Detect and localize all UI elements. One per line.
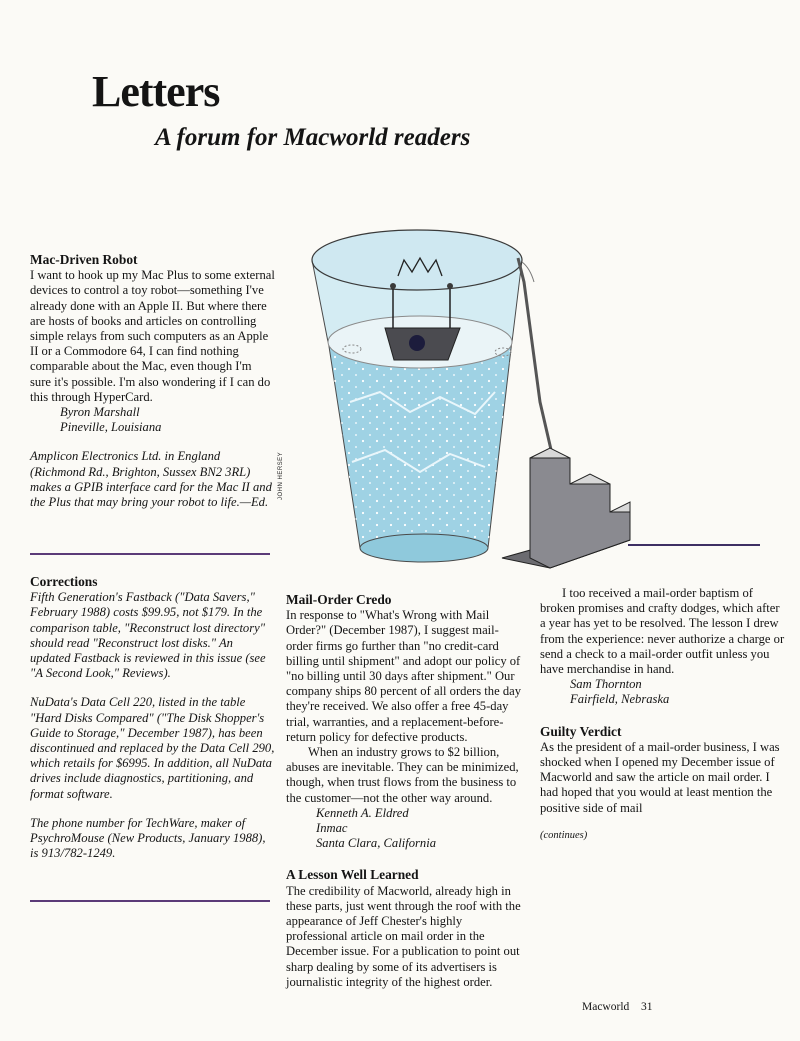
letter-author: Byron Marshall [60,405,140,420]
robot-water-glass-illustration [290,222,770,582]
letter-paragraph: The credibility of Macworld, already high in these parts, just went through the roof with the appearance of Jeff Chester's highly professional article on mail order in the December issue. For a publication to point out sharp dealing by some of its advertisers is journalistic integrity of the highest order. [286,883,521,989]
letter-location: Pineville, Louisiana [60,420,162,435]
letter-location: Fairfield, Nebraska [570,692,670,707]
page-title: Letters [92,67,220,116]
letter-body: I want to hook up my Mac Plus to some external devices to control a toy robot—something I've already done with an Apple II. But where there are hosts of books and articles on controlling simple relays from such computers as an Apple II or a Commodore 64, I can find nothing comparable about the Mac, even though I'm sure it's possible. I'm also wondering if I can do this through HyperCard. [30,268,275,404]
letter-paragraph: In response to "What's Wrong with Mail Order?" (December 1987), I suggest mail-order firms go further than "no credit-card billing until shipment" and adopt our policy of "no billing until 30 days after shipment." Our company ships 80 percent of all orders the day they're received. We also offer a free 45-day trial, warranties, and a replacement-before-return policy for defective products. [286,608,522,744]
letter-heading: Mail-Order Credo [286,592,392,607]
corrections-section [30,574,275,861]
letter-author: Sam Thornton [570,677,642,692]
letter-mail-order-credo [286,592,524,989]
letter-paragraph: I too received a mail-order baptism of broken promises and crafty dodges, which after a year has yet to be resolved. The lesson I drew from the experience: never authorize a charge or send a check to a mail-order outfit unless you have merchandise in hand. [540,586,785,677]
continues-note: (continues) [540,829,588,841]
footer-magazine-name: Macworld [582,1001,630,1013]
editor-note: Amplicon Electronics Ltd. in England (Richmond Rd., Brighton, Sussex BN2 3RL) makes a GPIB interface card for the Mac II and the Plus that may bring your robot to life.—Ed. [30,449,272,510]
correction-item: NuData's Data Cell 220, listed in the table "Hard Disks Compared" ("The Disk Shopper's Guide to Storage," December 1987), has been discontinued and replaced by the Data Cell 290, which retails for $6995. In addition, all NuData drives include diagnostics, partitioning, and format software. [30,695,275,801]
section-divider [30,900,270,902]
letter-author: Kenneth A. Eldred [316,805,409,820]
section-divider [30,553,270,555]
letter-mac-driven-robot [30,252,275,510]
letter-location: Santa Clara, California [316,836,437,851]
letter-heading: Mac-Driven Robot [30,252,138,267]
page-subtitle: A forum for Macworld readers [155,124,471,151]
letter-paragraph: When an industry grows to $2 billion, abuses are inevitable. They can be minimized, though, when trust flows from the business to the customer—not the other way around. [286,745,519,805]
letter-company: Inmac [316,821,348,836]
letter-body: As the president of a mail-order business, I was shocked when I opened my December issue of Macworld and saw the article on mail order. I had hoped that you would at least mention the positive side of mail [540,739,780,815]
correction-item: Fifth Generation's Fastback ("Data Savers," February 1988) costs $99.95, not $179. In the comparison table, "Reconstruct lost directory" should read "Reconstruct lost disks." An updated Fastback is reviewed in this issue (see "A Second Look," Reviews). [30,590,266,681]
illustration-credit: JOHN HERSEY [278,451,284,500]
letter-lesson-continued [540,586,785,843]
correction-item: The phone number for TechWare, maker of PsychroMouse (New Products, January 1988), is 913/782-1249. [30,815,266,861]
corrections-heading: Corrections [30,574,98,589]
letter-heading: A Lesson Well Learned [286,867,419,883]
letter-heading: Guilty Verdict [540,723,622,739]
page-number: 31 [641,1001,653,1013]
